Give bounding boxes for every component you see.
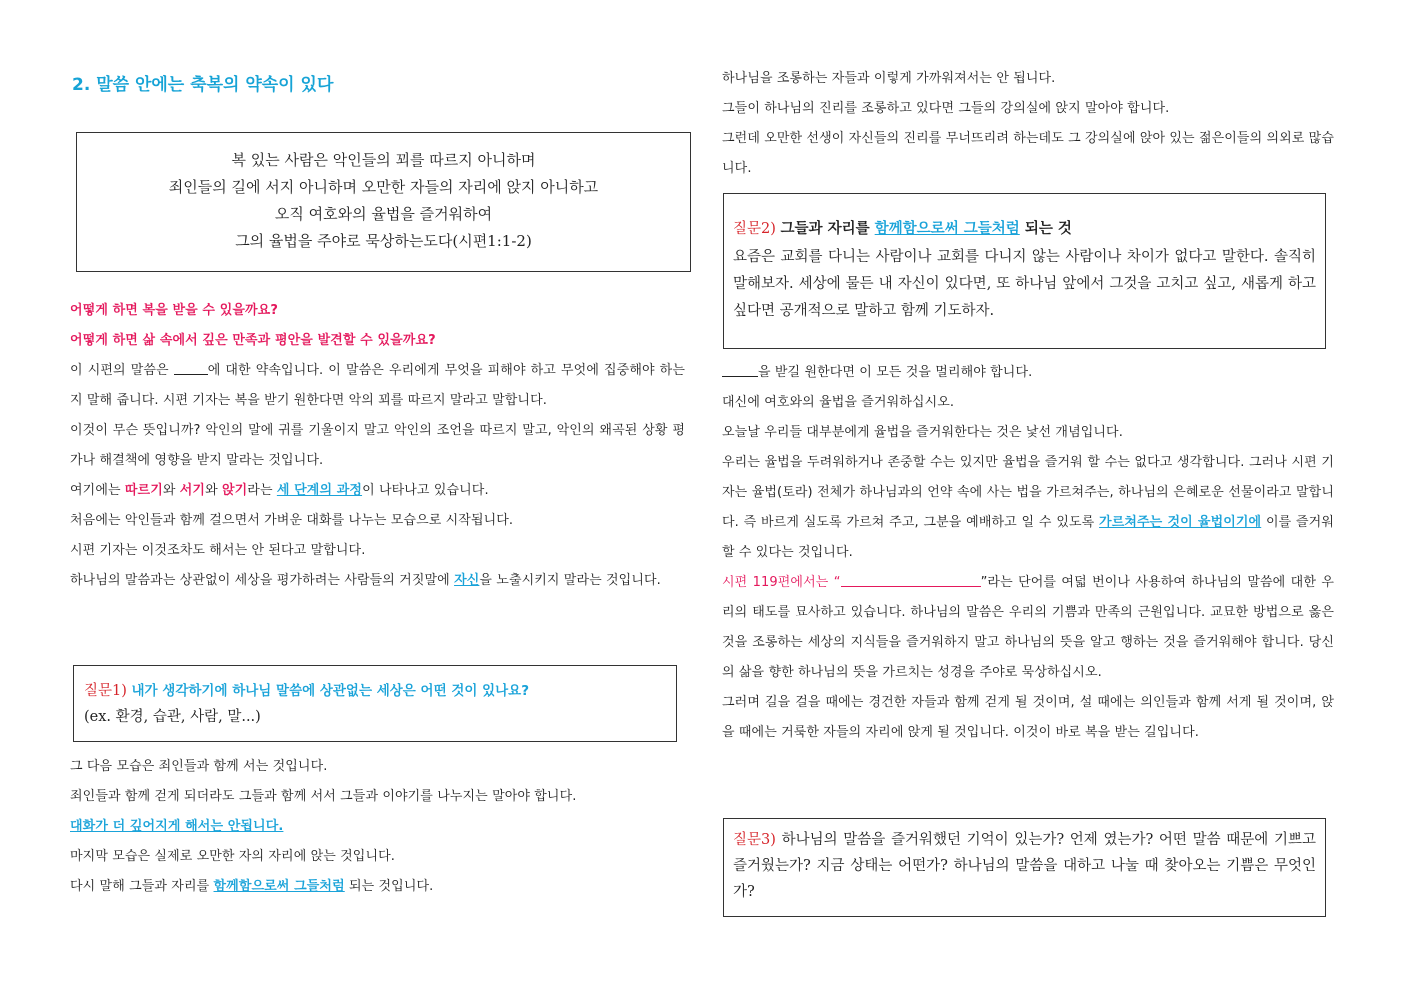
scripture-box (76, 132, 691, 272)
paragraph: 이것이 무슨 뜻입니까? 악인의 말에 귀를 기울이지 말고 악인의 조언을 따르지 말고, 악인의 왜곡된 상황 평가나 해결책에 영향을 받지 말라는 것입니다. (70, 423, 685, 468)
right-body-bottom (722, 358, 1334, 748)
question1-label: 질문1) (84, 683, 132, 699)
question1-example: (ex. 환경, 습관, 사람, 말...) (84, 709, 261, 725)
paragraph: 죄인들과 함께 걷게 되더라도 그들과 함께 서서 그들과 이야기를 나누지는 말아야 합니다. (70, 789, 577, 804)
keyword-stand: 서기 (179, 483, 206, 498)
highlight-three-steps: 세 단계의 과정 (276, 483, 363, 498)
fill-blank (722, 362, 758, 377)
paragraph: 그런데 오만한 선생이 자신들의 진리를 무너뜨리려 하는데도 그 강의실에 앉아 있는 젊은이들의 의외로 많습니다. (722, 131, 1334, 176)
question3-box (723, 818, 1326, 917)
question1-text: 내가 생각하기에 하나님 말씀에 상관없는 세상은 어떤 것이 있나요? (131, 683, 530, 699)
paragraph: 오늘날 우리들 대부분에게 율법을 즐거워한다는 것은 낯선 개념입니다. (722, 425, 1123, 440)
question1-box (73, 665, 677, 742)
paragraph: 다시 말해 그들과 자리를 함께함으로써 그들처럼 되는 것입니다. (70, 879, 434, 894)
paragraph: 을 받길 원한다면 이 모든 것을 멀리해야 합니다. (722, 358, 1334, 388)
paragraph: 하나님을 조롱하는 자들과 이렇게 가까워져서는 안 됩니다. (722, 71, 1056, 86)
paragraph: 처음에는 악인들과 함께 걸으면서 가벼운 대화를 나누는 모습으로 시작됩니다. (70, 513, 514, 528)
question2-body: 요즘은 교회를 다니는 사람이나 교회를 다니지 않는 사람이나 차이가 없다고 말한다. 솔직히 말해보자. 세상에 물든 내 자신이 있다면, 또 하나님 앞에서 그것을 고치고 싶고, 새롭게 하고 싶다면 공개적으로 말하고 함께 기도하자. (733, 249, 1316, 319)
paragraph: 이 시편의 말씀은 에 대한 약속입니다. 이 말씀은 우리에게 무엇을 피해야 하고 무엇에 집중해야 하는지 말해 줍니다. 시편 기자는 복을 받기 원한다면 악의 꾀를 따르지 말라고 말합니다. (70, 356, 685, 416)
paragraph: 그러며 길을 걸을 때에는 경건한 자들과 함께 걷게 될 것이며, 설 때에는 의인들과 함께 서게 될 것이며, 앉을 때에는 거룩한 자들의 자리에 앉게 될 것입니다. 이것이 바로 복을 받는 길입니다. (722, 695, 1334, 740)
paragraph: 마지막 모습은 실제로 오만한 자의 자리에 앉는 것입니다. (70, 849, 395, 864)
paragraph: 대신에 여호와의 율법을 즐거워하십시오. (722, 395, 955, 410)
highlight-become-like: 함께함으로써 그들처럼 (213, 879, 345, 894)
fill-blank (841, 572, 981, 587)
left-body-top (70, 296, 685, 596)
paragraph: 그들이 하나님의 진리를 조롱하고 있다면 그들의 강의실에 앉지 말아야 합니다. (722, 101, 1170, 116)
paragraph: 하나님의 말씀과는 상관없이 세상을 평가하려는 사람들의 거짓말에 자신을 노출시키지 말라는 것입니다. (70, 573, 661, 588)
question2-label: 질문2) (733, 221, 781, 237)
paragraph: 시편 119편에서는 “ ”라는 단어를 여덟 번이나 사용하여 하나님의 말씀에 대한 우리의 태도를 묘사하고 있습니다. 하나님의 말씀은 우리의 기쁨과 만족의 근원입니다. 교묘한 방법으로 옳은 것을 조롱하는 세상의 지식들을 즐거워하지 말고 하나님의 뜻을 알고 행하는 것을 즐거워해야 합니다. 당신의 삶을 향한 하나님의 뜻을 가르치는 성경을 주야로 묵상하십시오. (722, 568, 1334, 688)
keyword-sit: 앉기 (221, 483, 248, 498)
scripture-line: 오직 여호와의 율법을 즐거워하여 (274, 205, 493, 223)
highlight-law-teaches: 가르쳐주는 것이 율법이기에 (1099, 515, 1262, 530)
highlight-deeper-conversation: 대화가 더 깊어지게 해서는 안됩니다. (70, 819, 284, 834)
highlight-become-like: 함께함으로써 그들처럼 (874, 220, 1020, 237)
keyword-follow: 따르기 (124, 483, 163, 498)
paragraph: 여기에는 따르기와 서기와 앉기라는 세 단계의 과정이 나타나고 있습니다. (70, 483, 489, 498)
paragraph: 그 다음 모습은 죄인들과 함께 서는 것입니다. (70, 759, 328, 774)
fill-blank (174, 360, 208, 375)
question-heading: 어떻게 하면 삶 속에서 깊은 만족과 평안을 발견할 수 있을까요? (70, 333, 436, 348)
paragraph: 시편 기자는 이것조차도 해서는 안 된다고 말합니다. (70, 543, 366, 558)
right-body-top (722, 64, 1334, 184)
scripture-line: 복 있는 사람은 악인들의 꾀를 따르지 아니하며 (231, 151, 536, 169)
scripture-line: 그의 율법을 주야로 묵상하는도다(시편1:1-2) (235, 232, 532, 250)
scripture-line: 죄인들의 길에 서지 아니하며 오만한 자들의 자리에 앉지 아니하고 (168, 178, 599, 196)
question3-text: 하나님의 말씀을 즐거워했던 기억이 있는가? 언제 였는가? 어떤 말씀 때문에 기쁘고 즐거웠는가? 지금 상태는 어떤가? 하나님의 말씀을 대하고 나눌 때 찾아오는 기쁨은 무엇인가? (733, 832, 1316, 900)
section-title: 2. 말씀 안에는 축복의 약속이 있다 (72, 75, 334, 95)
question-heading: 어떻게 하면 복을 받을 수 있을까요? (70, 303, 278, 318)
question2-box: 질문2) 그들과 자리를 함께함으로써 그들처럼 되는 것 요즘은 교회를 다니는 사람이나 교회를 다니지 않는 사람이나 차이가 없다고 말한다. 솔직히 말해보자. 세상에 물든 내 자신이 있다면, 또 하나님 앞에서 그것을 고치고 싶고, 새롭게 하고 싶다면 공개적으로 말하고 함께 기도하자. (723, 193, 1326, 349)
paragraph: 우리는 율법을 두려워하거나 존중할 수는 있지만 율법을 즐거워 할 수는 없다고 생각합니다. 그러나 시편 기자는 율법(토라) 전체가 하나님과의 언약 속에 사는 법을 가르쳐주는, 하나님의 은혜로운 선물이라고 말합니다. 즉 바르게 실도록 가르쳐 주고, 그분을 예배하고 일 수 있도록 가르쳐주는 것이 율법이기에 이를 즐거워할 수 있다는 것입니다. (722, 455, 1334, 560)
question3-label: 질문3) (733, 832, 782, 848)
highlight-self: 자신 (454, 573, 480, 588)
left-body-bottom (70, 752, 685, 902)
